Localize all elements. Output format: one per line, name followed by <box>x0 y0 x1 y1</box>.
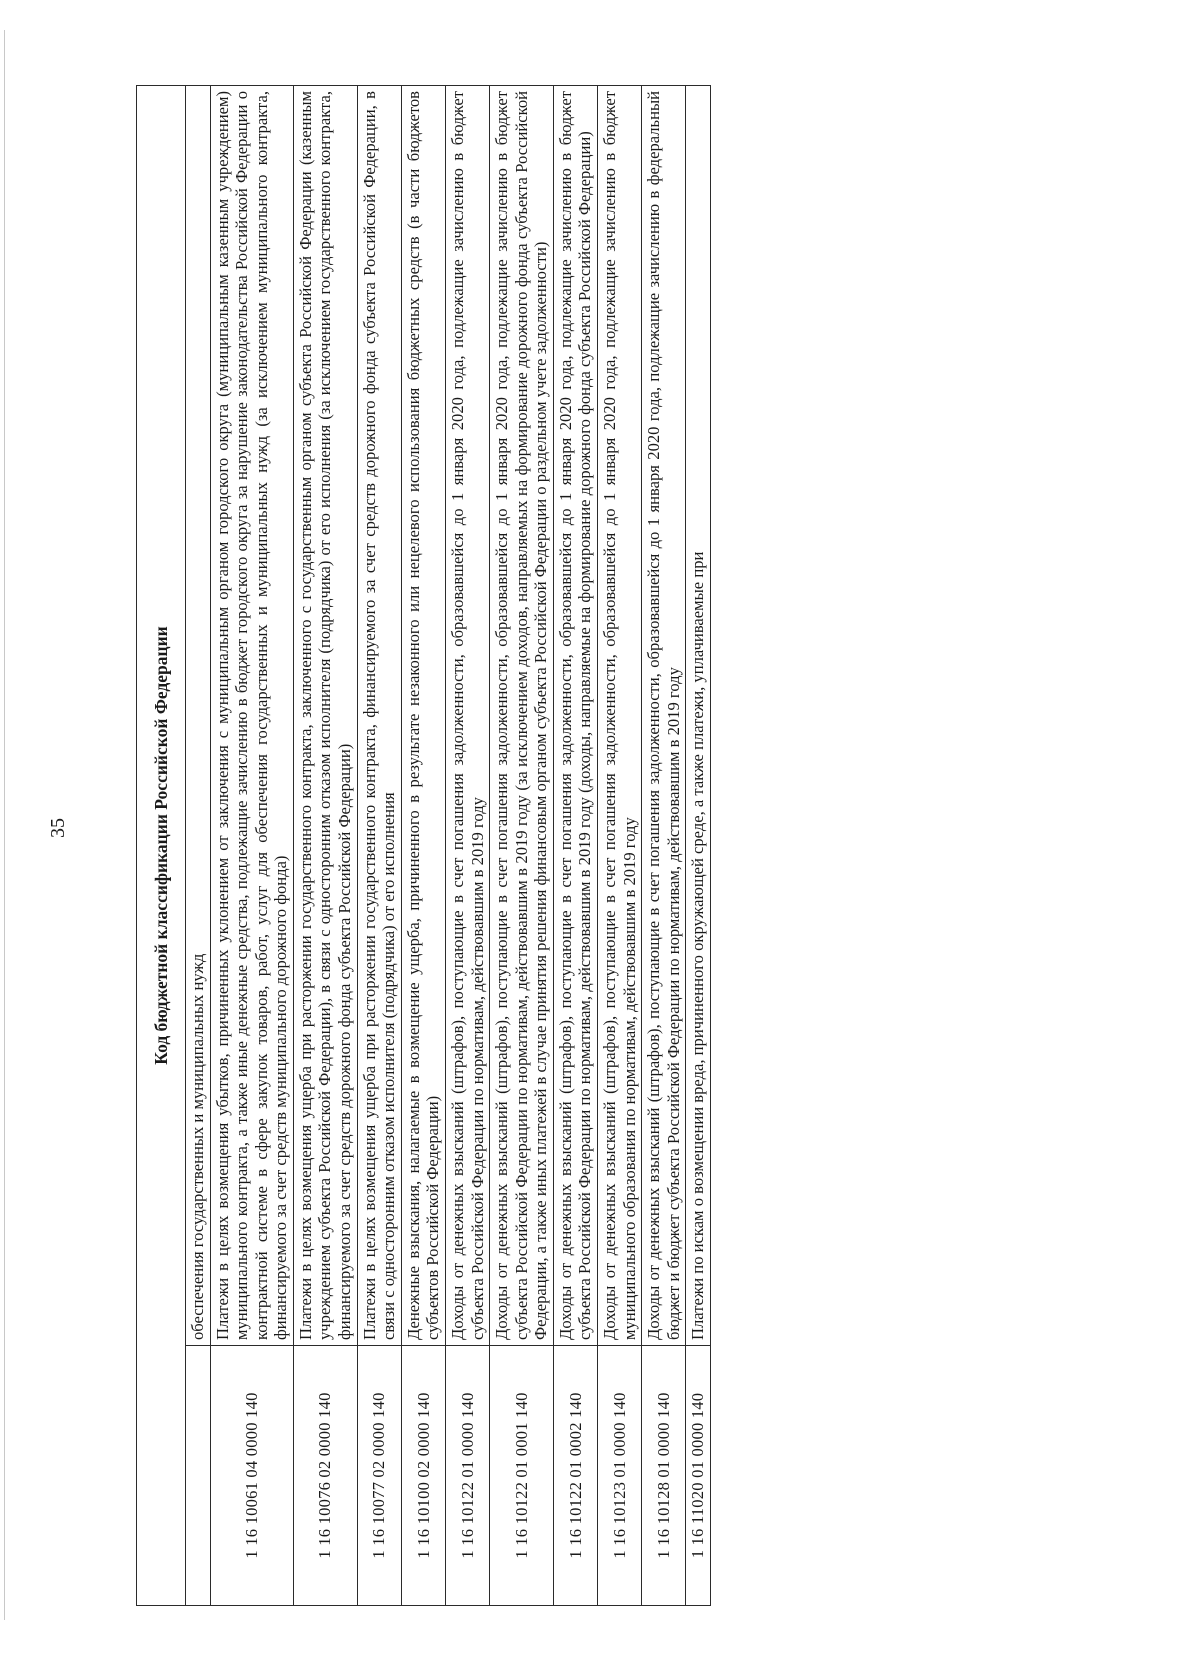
income-description-cell: Денежные взыскания, налагаемые в возмещение ущерба, причиненного в результате незаконного или нецелевого использования бюджетных средств (в части бюджетов субъектов Российской Федерации) <box>401 85 445 1345</box>
budget-code-cell: 1 16 10076 02 0000 140 <box>293 1346 357 1606</box>
table-row <box>597 85 641 1605</box>
table-row <box>642 85 686 1605</box>
budget-code-cell: 1 16 10123 01 0000 140 <box>597 1346 641 1606</box>
table-row <box>686 85 711 1605</box>
table-body <box>186 85 711 1605</box>
page-number: 35 <box>47 818 69 838</box>
budget-code-cell: 1 16 10061 04 0000 140 <box>210 1346 293 1606</box>
income-description-cell: Доходы от денежных взысканий (штрафов), поступающие в счет погашения задолженности, образовавшейся до 1 января 2020 года, подлежащие зачислению в бюджет субъекта Российской Федерации по нормативам, действовавшим в 2019 году <box>445 85 489 1345</box>
budget-code-cell: 1 16 10122 01 0002 140 <box>553 1346 597 1606</box>
table-row <box>445 85 489 1605</box>
income-description-cell: обеспечения государственных и муниципальных нужд <box>186 85 211 1345</box>
budget-classification-table <box>136 85 711 1606</box>
budget-code-cell: 1 16 10077 02 0000 140 <box>357 1346 401 1606</box>
table-row <box>293 85 357 1605</box>
budget-code-cell: 1 16 10128 01 0000 140 <box>642 1346 686 1606</box>
income-description-cell: Платежи в целях возмещения ущерба при расторжении государственного контракта, финансируемого за счет средств дорожного фонда субъекта Российской Федерации, в связи с односторонним отказом исполнителя (подрядчика) от его исполнения <box>357 85 401 1345</box>
rotated-page-content <box>136 86 1156 1606</box>
budget-code-cell: 1 16 10122 01 0001 140 <box>490 1346 554 1606</box>
scan-edge-line <box>4 30 5 1620</box>
income-description-cell: Платежи по искам о возмещении вреда, причиненного окружающей среде, а также платежи, уплачиваемые при <box>686 85 711 1345</box>
budget-code-cell: 1 16 10122 01 0000 140 <box>445 1346 489 1606</box>
income-description-cell: Платежи в целях возмещения убытков, причиненных уклонением от заключения с муниципальным органом городского округа (муниципальным казенным учреждением) муниципального контракта, а также иные денежные средства, подлежащие зачислению в бюджет городского округа за нарушение законодательства Российской Федерации о контрактной системе в сфере закупок товаров, работ, услуг для обеспечения государственных и муниципальных нужд (за исключением муниципального контракта, финансируемого за счет средств муниципального дорожного фонда) <box>210 85 293 1345</box>
table-row <box>490 85 554 1605</box>
budget-code-cell: 1 16 11020 01 0000 140 <box>686 1346 711 1606</box>
table-row <box>210 85 293 1605</box>
table-row <box>553 85 597 1605</box>
income-description-cell: Доходы от денежных взысканий (штрафов), поступающие в счет погашения задолженности, образовавшейся до 1 января 2020 года, подлежащие зачислению в бюджет муниципального образования по нормативам, действовавшим в 2019 году <box>597 85 641 1345</box>
income-description-cell: Платежи в целях возмещения ущерба при расторжении государственного контракта, заключенного с государственным органом субъекта Российской Федерации (казенным учреждением субъекта Российской Федерации), в связи с односторонним отказом исполнителя (подрядчика) от его исполнения (за исключением государственного контракта, финансируемого за счет средств дорожного фонда субъекта Российской Федерации) <box>293 85 357 1345</box>
table-row <box>401 85 445 1605</box>
table-header-row <box>137 85 186 1605</box>
table-row <box>186 85 211 1605</box>
income-description-cell: Доходы от денежных взысканий (штрафов), поступающие в счет погашения задолженности, образовавшейся до 1 января 2020 года, подлежащие зачислению в бюджет субъекта Российской Федерации по нормативам, действовавшим в 2019 году (за исключением доходов, направляемых на формирование дорожного фонда субъекта Российской Федерации, а также иных платежей в случае принятия решения финансовым органом субъекта Российской Федерации о раздельном учете задолженности) <box>490 85 554 1345</box>
budget-code-cell <box>186 1346 211 1606</box>
table-row <box>357 85 401 1605</box>
budget-code-cell: 1 16 10100 02 0000 140 <box>401 1346 445 1606</box>
table-header: Код бюджетной классификации Российской Федерации <box>137 85 186 1605</box>
income-description-cell: Доходы от денежных взысканий (штрафов), поступающие в счет погашения задолженности, образовавшейся до 1 января 2020 года, подлежащие зачислению в федеральный бюджет и бюджет субъекта Российской Федерации по нормативам, действовавшим в 2019 году <box>642 85 686 1345</box>
income-description-cell: Доходы от денежных взысканий (штрафов), поступающие в счет погашения задолженности, образовавшейся до 1 января 2020 года, подлежащие зачислению в бюджет субъекта Российской Федерации по нормативам, действовавшим в 2019 году (доходы, направляемые на формирование дорожного фонда субъекта Российской Федерации) <box>553 85 597 1345</box>
